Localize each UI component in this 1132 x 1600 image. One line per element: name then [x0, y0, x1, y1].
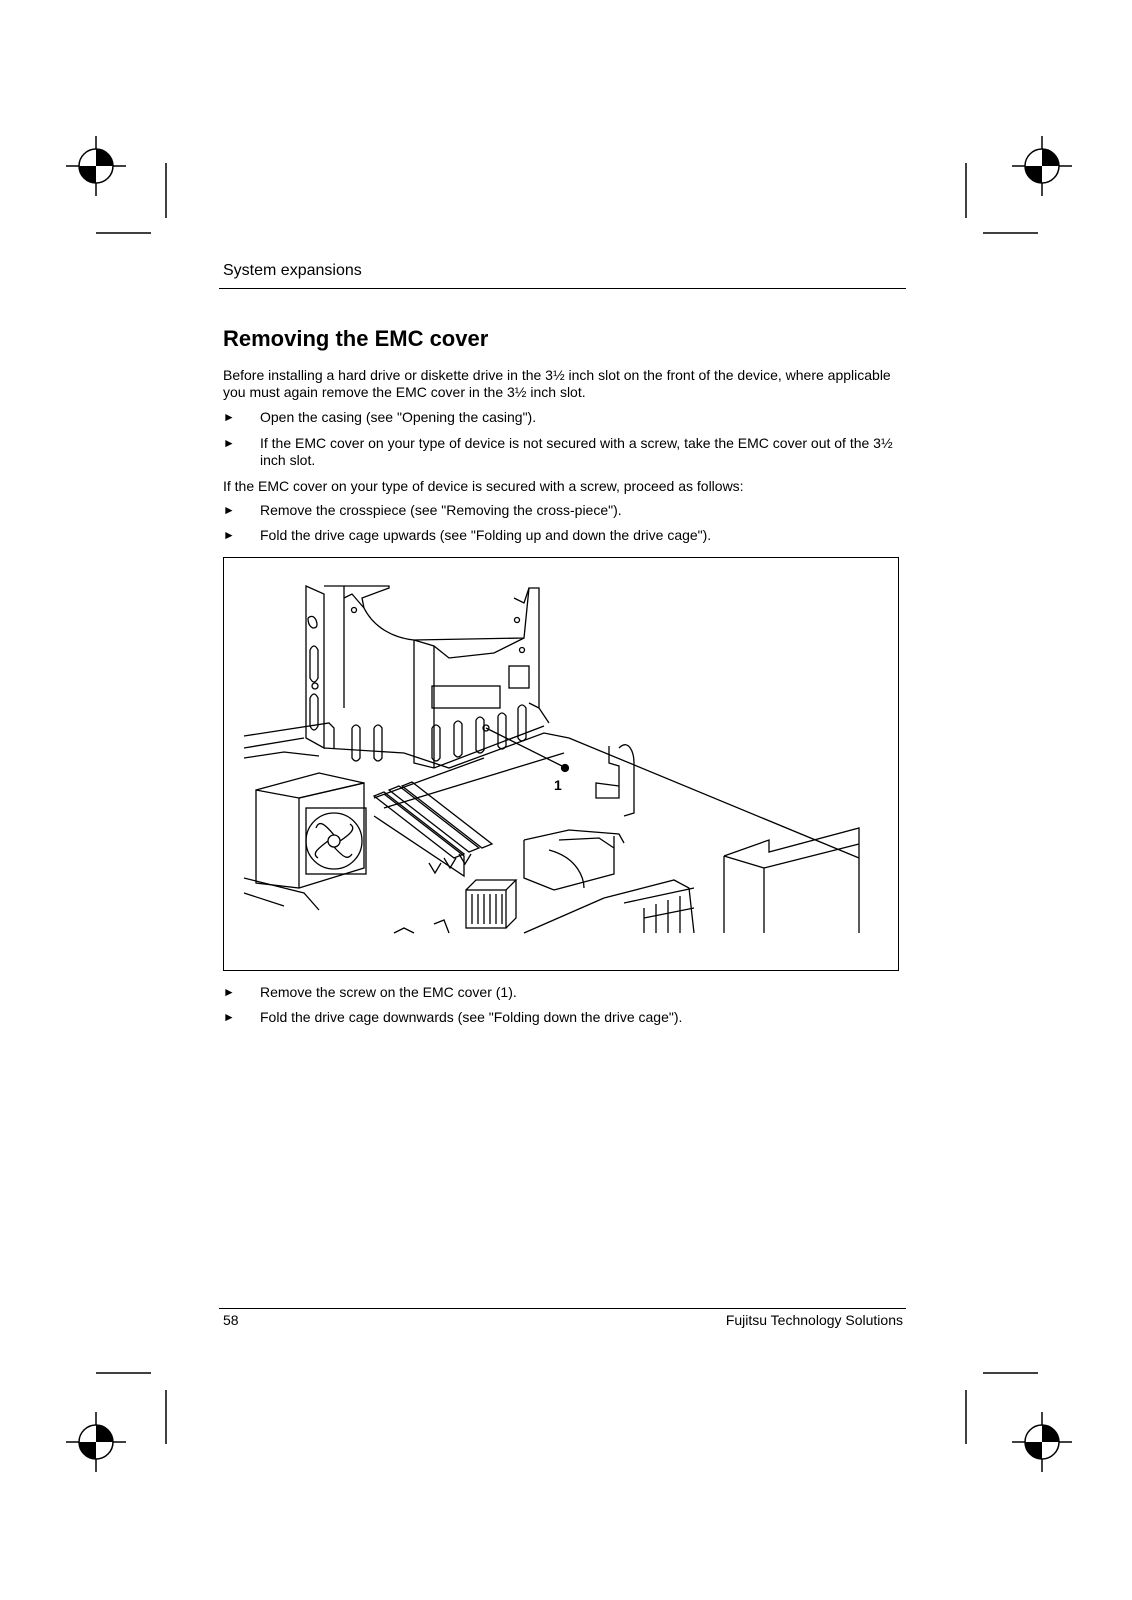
bullet-arrow-icon: ►	[223, 528, 235, 542]
step-text: Fold the drive cage upwards (see "Folding up and down the drive cage").	[260, 527, 712, 543]
device-interior-drawing	[224, 558, 898, 970]
bullet-arrow-icon: ►	[223, 436, 235, 450]
callout-label: 1	[554, 777, 562, 793]
bullet-arrow-icon: ►	[223, 503, 235, 517]
footer-company: Fujitsu Technology Solutions	[725, 1312, 903, 1328]
step-text: Open the casing (see "Opening the casing").	[260, 409, 537, 425]
footer-rule	[219, 1308, 906, 1309]
header-rule	[219, 288, 906, 289]
section-title: Removing the EMC cover	[223, 326, 489, 351]
page-number: 58	[223, 1312, 239, 1328]
bullet-arrow-icon: ►	[223, 985, 235, 999]
step-text: Remove the screw on the EMC cover (1).	[260, 984, 517, 1000]
condition-paragraph: If the EMC cover on your type of device is secured with a screw, proceed as follows:	[223, 478, 744, 494]
intro-paragraph: Before installing a hard drive or diskette drive in the 3½ inch slot on the front of the device, where applicable you must again remove the EMC cover in the 3½ inch slot.	[223, 367, 891, 400]
figure-drive-cage-illustration	[223, 557, 899, 971]
step-text: If the EMC cover on your type of device is not secured with a screw, take the EMC cover out of the 3½ inch slot.	[260, 435, 893, 468]
step-text: Fold the drive cage downwards (see "Folding down the drive cage").	[260, 1009, 683, 1025]
step-text: Remove the crosspiece (see "Removing the cross-piece").	[260, 502, 622, 518]
bullet-arrow-icon: ►	[223, 1010, 235, 1024]
running-header: System expansions	[223, 262, 362, 279]
bullet-arrow-icon: ►	[223, 410, 235, 424]
